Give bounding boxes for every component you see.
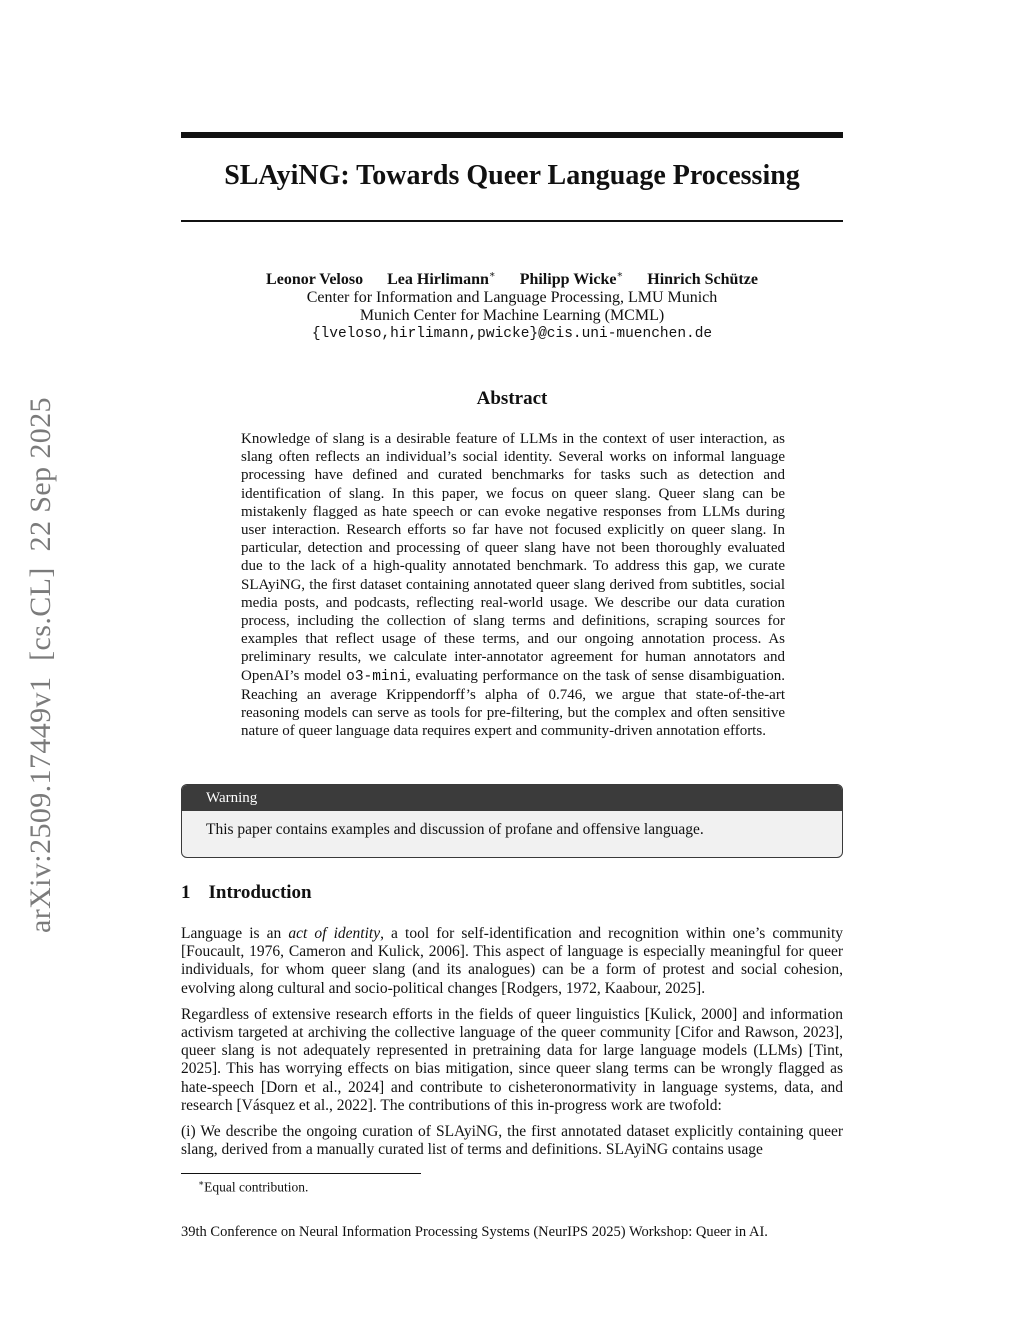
section-body xyxy=(181,925,843,1167)
affiliation: Center for Information and Language Processing, LMU Munich xyxy=(306,289,718,307)
section-heading: 1 Introduction xyxy=(181,882,312,903)
paper-title: SLAyiNG: Towards Queer Language Processing xyxy=(224,160,800,191)
paragraph: Regardless of extensive research efforts in the fields of queer linguistics [Kulick, 2000] and information activism targeted at archiving the collective language of the queer community [Cifor and Rawson, 2023], queer slang is not adequately represented in pretraining data for large language models (LLMs) [Tint, 2025]. This has worrying effects on bias mitigation, since queer slang terms can be wrongly flagged as hate-speech [Dorn et al., 2024] and contribute to cisheteronormativity in language systems, data, and research [Vásquez et al., 2022]. The contributions of this in-progress work are twofold: xyxy=(181,1005,843,1114)
title-top-rule xyxy=(181,132,843,138)
paragraph: Language is an act of identity, a tool for self-identification and recognition within one’s community [Foucault, 1976, Cameron and Kulick, 2006]. This aspect of language is especially meaningful for queer individuals, for whom queer slang (and its analogues) can be a form of protest and social cohesion, evolving along cultural and socio-political changes [Rodgers, 1972, Kaabour, 2025]. xyxy=(181,925,844,997)
author-block xyxy=(181,267,843,343)
warning-box xyxy=(181,784,843,858)
title-bottom-rule xyxy=(181,220,843,222)
arxiv-identifier: arXiv:2509.17449v1 [cs.CL] 22 Sep 2025 xyxy=(24,397,57,933)
author: Philipp Wicke∗ xyxy=(519,270,624,289)
abstract-heading: Abstract xyxy=(476,388,548,409)
author-names xyxy=(181,267,843,289)
model-name: o3-mini xyxy=(346,668,408,685)
author: Lea Hirlimann∗ xyxy=(387,270,496,289)
abstract-text: Knowledge of slang is a desirable feature of LLMs in the context of user interaction, as slang often reflects an individual’s social identity. Several works on informal language processing have defined and curated benchmarks for tasks such as detection and identification of slang. In this paper, we focus on queer slang. Queer slang can be mistakenly flagged as hate speech or can evoke negative responses from LLMs during user interaction. Research efforts so far have not focused explicitly on queer slang. In particular, detection and processing of queer slang have not been thoroughly evaluated due to the lack of a high-quality annotated benchmark. To address this gap, we curate SLAyiNG, the first dataset containing annotated queer slang derived from subtitles, social media posts, and podcasts, reflecting real-world usage. We describe our data curation process, including the collection of slang terms and definitions, scraping sources for examples that reflect usage of these terms, and our ongoing annotation process. As preliminary results, we calculate inter-annotator agreement for human annotators and OpenAI’s model o3-mini, evaluating performance on the task of sense disambiguation. Reaching an average Krippendorff’s alpha of 0.746, we argue that state-of-the-art reasoning models can serve as tools for pre-filtering, but the complex and often sensitive nature of queer language data requires expert and community-driven annotation efforts. xyxy=(241,431,785,740)
warning-label: Warning xyxy=(182,785,842,811)
footnote: ∗Equal contribution. xyxy=(198,1178,309,1195)
author: Leonor Veloso xyxy=(266,271,364,289)
warning-text: This paper contains examples and discussion of profane and offensive language. xyxy=(206,821,704,838)
footnote-rule xyxy=(181,1173,421,1174)
paragraph: (i) We describe the ongoing curation of SLAyiNG, the first annotated dataset explicitly containing queer slang, derived from a manually curated list of terms and definitions. SLAyiNG contains usage xyxy=(181,1123,843,1159)
author-emails: {lveloso,hirlimann,pwicke}@cis.uni-muenchen.de xyxy=(311,326,713,343)
author: Hinrich Schütze xyxy=(647,271,758,289)
affiliation: Munich Center for Machine Learning (MCML) xyxy=(359,307,665,325)
venue-footer: 39th Conference on Neural Information Processing Systems (NeurIPS 2025) Workshop: Queer in AI. xyxy=(181,1224,768,1240)
